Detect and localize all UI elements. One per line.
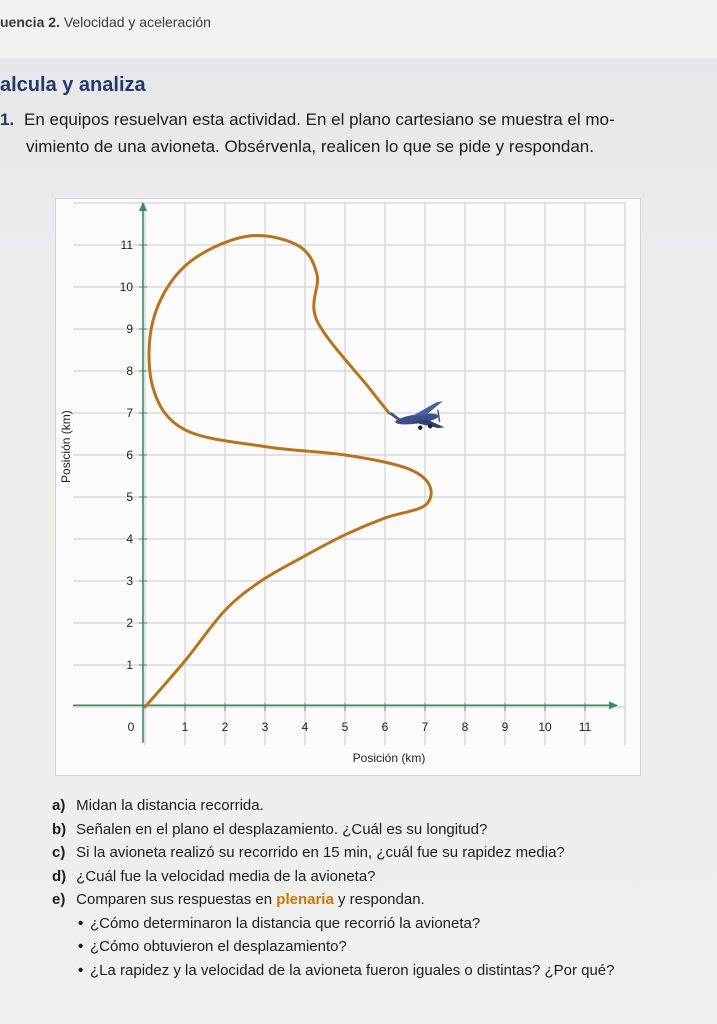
bullet-dot-icon: • (78, 961, 84, 979)
activity-line-1 (0, 106, 717, 133)
airplane-wheel (418, 425, 423, 430)
activity-intro (0, 106, 717, 160)
bullet-item (52, 935, 712, 959)
x-tick-label: 5 (341, 720, 349, 734)
x-tick-label: 7 (421, 720, 429, 734)
y-tick-label: 11 (120, 238, 133, 252)
question-text: Señalen en el plano el desplazamiento. ¿Cuál es su longitud? (76, 820, 488, 838)
chart-grid (73, 203, 625, 745)
x-tick-label: 3 (261, 720, 269, 734)
x-axis-arrow-icon (609, 701, 618, 709)
bullet-dot-icon: • (78, 938, 84, 955)
question-e (52, 888, 712, 912)
y-tick-label: 9 (126, 322, 133, 336)
bullet-dot-icon: • (78, 914, 84, 932)
y-tick-label: 2 (126, 616, 133, 630)
activity-line-2: vimiento de una avioneta. Obsérvenla, realicen lo que se pide y respondan. (26, 137, 594, 156)
question-d (52, 865, 712, 889)
activity-text-1: En equipos resuelvan esta actividad. En el plano cartesiano se muestra el mo- (24, 110, 615, 129)
question-text: Si la avioneta realizó su recorrido en 15 min, ¿cuál fue su rapidez media? (76, 844, 565, 861)
sequence-title: Velocidad y aceleración (63, 14, 211, 30)
y-tick-label: 4 (126, 532, 133, 546)
y-tick-label: 10 (119, 280, 133, 294)
highlight-word: plenaria (276, 891, 334, 908)
question-label: c) (52, 844, 66, 861)
y-tick-label: 5 (126, 490, 133, 504)
question-b (52, 818, 712, 842)
bullet-text: ¿Cómo determinaron la distancia que recorrió la avioneta? (90, 914, 481, 932)
y-axis-label: Posición (km) (59, 410, 73, 483)
y-tick-label: 8 (126, 364, 133, 378)
y-tick-label: 7 (126, 406, 133, 420)
airplane-body (387, 401, 446, 435)
chart-ticks (120, 238, 592, 734)
x-tick-label: 4 (301, 720, 309, 734)
x-tick-label: 9 (501, 720, 509, 734)
chart-svg (56, 199, 640, 775)
x-axis-label: Posición (km) (352, 751, 426, 765)
x-tick-label: 0 (127, 720, 135, 734)
sequence-label: uencia 2. (0, 14, 60, 30)
question-text: ¿Cuál fue la velocidad media de la avioneta? (76, 867, 376, 885)
y-tick-label: 3 (126, 574, 133, 588)
x-tick-label: 2 (221, 720, 229, 734)
airplane-icon (387, 401, 446, 435)
airplane-propeller (438, 410, 440, 422)
bullet-item (52, 959, 712, 983)
bullet-item (52, 912, 712, 936)
question-label: a) (52, 797, 66, 814)
question-label: d) (52, 867, 67, 885)
question-label: e) (52, 891, 66, 908)
chart-series (145, 236, 431, 707)
page-header (0, 14, 211, 30)
question-text: Comparen sus respuestas en (76, 891, 273, 908)
question-label: b) (52, 820, 67, 838)
x-tick-label: 1 (181, 720, 189, 734)
x-tick-label: 11 (578, 720, 592, 734)
x-tick-label: 6 (381, 720, 389, 734)
question-text: y respondan. (337, 891, 425, 908)
cartesian-plane (55, 198, 641, 776)
question-a (52, 794, 712, 818)
bullet-text: ¿La rapidez y la velocidad de la avioneta fueron iguales o distintas? ¿Por qué? (90, 961, 615, 979)
question-list (52, 794, 712, 982)
y-tick-label: 6 (126, 448, 133, 462)
question-c (52, 841, 712, 865)
activity-number: 1. (0, 110, 15, 129)
x-tick-label: 10 (538, 720, 552, 734)
y-tick-label: 1 (126, 658, 133, 672)
bullet-text: ¿Cómo obtuvieron el desplazamiento? (90, 938, 347, 955)
question-text: Midan la distancia recorrida. (76, 797, 264, 814)
x-tick-label: 8 (461, 720, 469, 734)
section-title: alcula y analiza (0, 74, 146, 96)
trajectory-line (145, 236, 431, 707)
